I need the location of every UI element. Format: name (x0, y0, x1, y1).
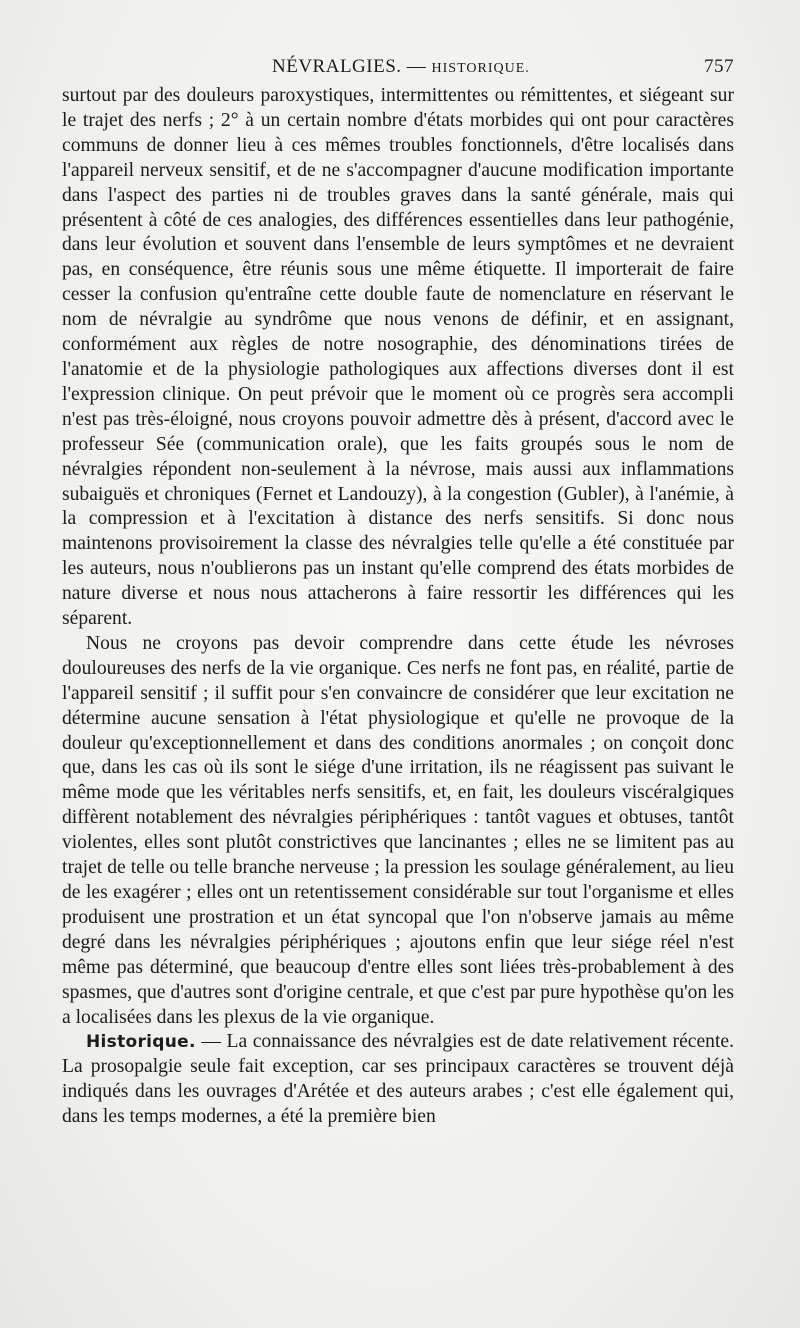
section-heading: Historique. (86, 1032, 196, 1053)
body-text (62, 84, 734, 1130)
section-text: La connaissance des névralgies est de date relativement récente. La prosopalgie seule fait exception, car ses principaux caractères se trouvent déjà indiqués dans les ouvrages d'Arétée et des auteurs arabes ; c'est elle également qui, dans les temps modernes, a été la première bien (62, 1031, 735, 1128)
running-title (272, 56, 530, 78)
header-title: NÉVRALGIES. (272, 56, 402, 77)
section-dash: — (195, 1031, 227, 1053)
paragraph-continuation: surtout par des douleurs paroxystiques, intermittentes ou rémittentes, et siégeant sur le trajet des nerfs ; 2° à un certain nombre d'états morbides qui ont pour caractères communs de donner lieu à ces mêmes troubles fonctionnels, d'être localisés dans l'appareil nerveux sensitif, et de ne s'accompagner d'aucune modification importante dans l'aspect des parties ni de troubles graves dans la santé générale, mais qui présentent à côté de ces analogies, des différences essentielles dans leur pathogénie, dans leur évolution et souvent dans l'ensemble de leurs symptômes et ne devraient pas, en conséquence, être réunis sous une même étiquette. Il importerait de faire cesser la confusion qu'entraîne cette double faute de nomenclature en réservant le nom de névralgie au syndrôme que nous venons de définir, et en assignant, conformément aux règles de notre nosographie, des dénominations tirées de l'anatomie et de la physiologie pathologiques aux affections diverses dont il est l'expression clinique. On peut prévoir que le moment où ce progrès sera accompli n'est pas très-éloigné, nous croyons pouvoir admettre dès à présent, d'accord avec le professeur Sée (communication orale), que les faits groupés sous le nom de névralgies répondent non-seulement à la névrose, mais aussi aux inflammations subaiguës et chroniques (Fernet et Landouzy), à la congestion (Gubler), à l'anémie, à la compression et à l'excitation à distance des nerfs sensitifs. Si donc nous maintenons provisoirement la classe des névralgies telle qu'elle a été constituée par les auteurs, nous n'oublierons pas un instant qu'elle comprend des états morbides de nature diverse et nous nous attacherons à faire ressortir les différences qui les séparent. (62, 85, 734, 630)
header-dash: — (401, 56, 432, 77)
header-subtitle: HISTORIQUE. (431, 61, 530, 76)
paragraph-vie-organique: Nous ne croyons pas devoir comprendre dans cette étude les névroses douloureuses des nerfs de la vie organique. Ces nerfs ne font pas, en réalité, partie de l'appareil sensitif ; il suffit pour s'en convaincre de considérer que leur excitation ne détermine aucune sensation à l'état physiologique et qu'elle ne provoque de la douleur qu'exceptionnellement et dans des conditions anormales ; on conçoit donc que, dans les cas où ils sont le siége d'une irritation, ils ne réagissent pas suivant le même mode que les véritables nerfs sensitifs, et, en fait, les douleurs viscéralgiques diffèrent notablement des névralgies périphériques : tantôt vagues et obtuses, tantôt violentes, elles sont plutôt constrictives que lancinantes ; elles ne se limitent pas au trajet de telle ou telle branche nerveuse ; la pression les soulage généralement, au lieu de les exagérer ; elles ont un retentissement considérable sur tout l'organisme et elles produisent une prostration et un état syncopal que l'on n'observe jamais au même degré dans les névralgies périphériques ; ajoutons enfin que leur siége réel n'est même pas déterminé, que beaucoup d'entre elles sont liées très-probablement à des spasmes, que d'autres sont d'origine centrale, et que c'est par pure hypothèse qu'on les a localisées dans les plexus de la vie organique. (62, 632, 734, 1028)
page-number: 757 (704, 56, 734, 77)
running-head (62, 48, 734, 84)
paragraph-historique (62, 1030, 734, 1130)
